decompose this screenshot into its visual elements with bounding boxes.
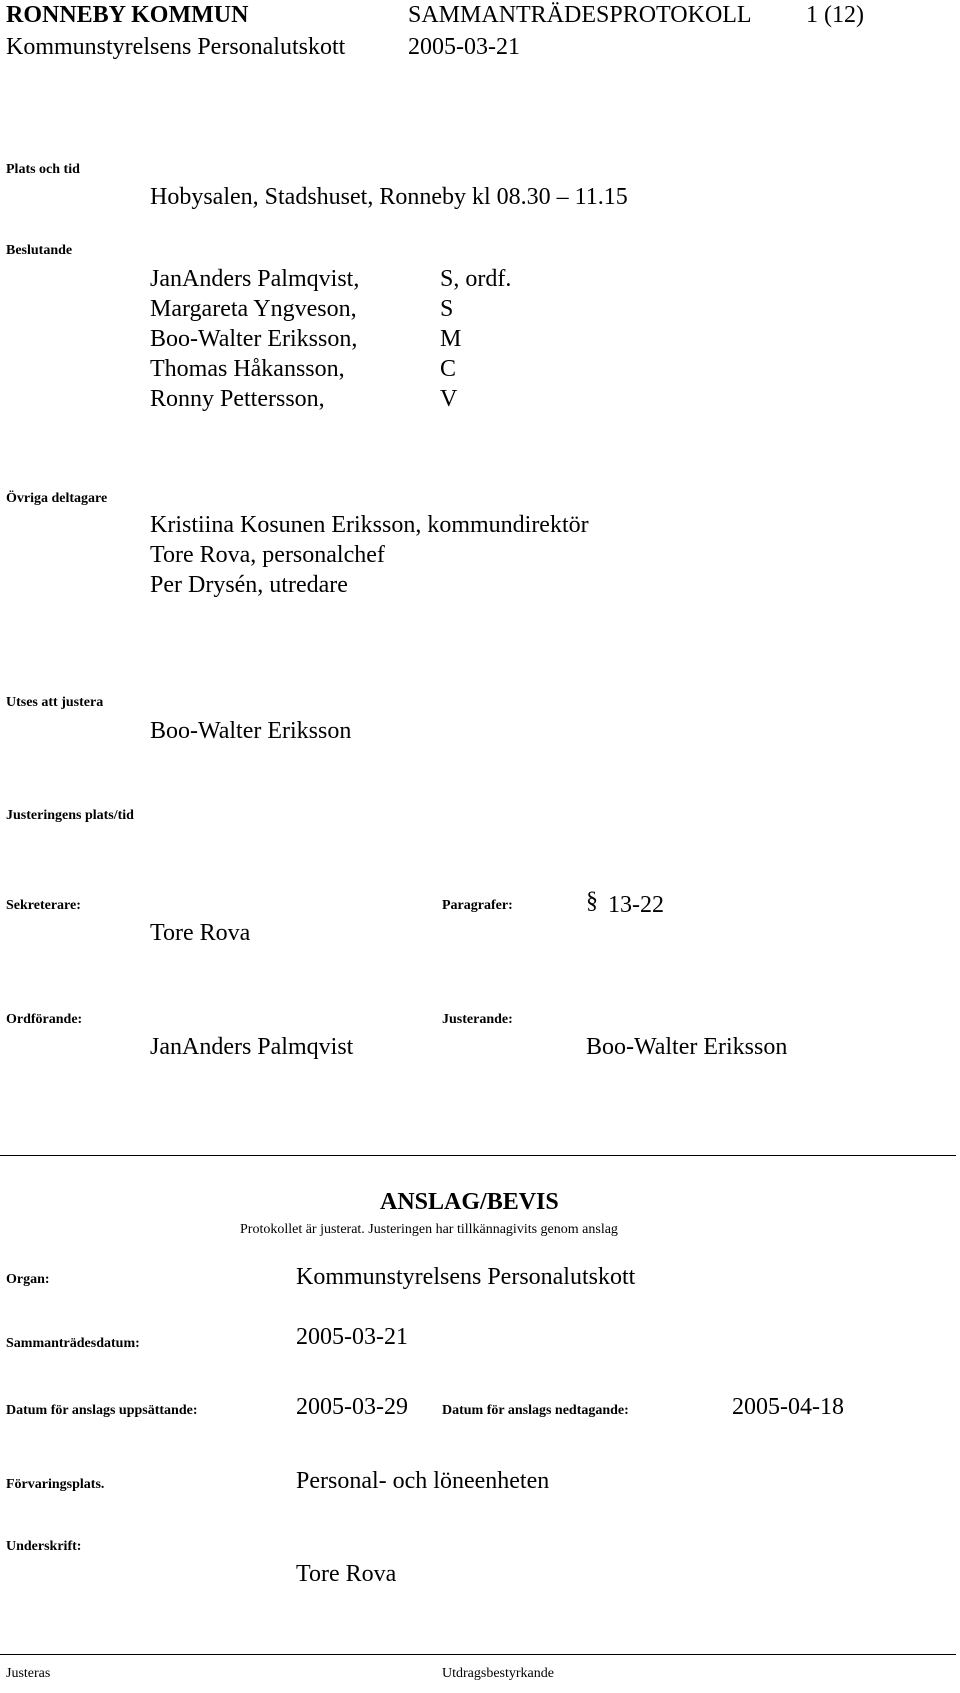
signature-value: Tore Rova: [296, 1561, 397, 1587]
organ-label: Organ:: [6, 1272, 50, 1287]
municipality-name: RONNEBY KOMMUN: [6, 2, 249, 28]
member-name: JanAnders Palmqvist,: [150, 266, 360, 292]
place-time-label: Plats och tid: [6, 162, 80, 177]
adjuster-label: Utses att justera: [6, 695, 104, 710]
adjuster-value: Boo-Walter Eriksson: [150, 718, 352, 744]
participant: Per Drysén, utredare: [150, 572, 348, 598]
meeting-date-value: 2005-03-21: [296, 1324, 408, 1350]
member-name: Thomas Håkansson,: [150, 356, 345, 382]
secretary-name: Tore Rova: [150, 920, 251, 946]
paragraph-symbol: §: [586, 888, 598, 914]
footer-divider: [0, 1654, 956, 1655]
place-time-value: Hobysalen, Stadshuset, Ronneby kl 08.30 – 11.15: [150, 184, 628, 210]
member-name: Ronny Pettersson,: [150, 386, 325, 412]
posted-date-value: 2005-03-29: [296, 1394, 408, 1420]
participant: Tore Rova, personalchef: [150, 542, 385, 568]
secretary-label: Sekreterare:: [6, 898, 81, 913]
notice-subtitle: Protokollet är justerat. Justeringen har tillkännagivits genom anslag: [240, 1222, 618, 1237]
adjust-place-label: Justeringens plats/tid: [6, 808, 134, 823]
member-party: M: [440, 326, 462, 352]
member-name: Boo-Walter Eriksson,: [150, 326, 358, 352]
document-type: SAMMANTRÄDESPROTOKOLL: [408, 2, 752, 28]
member-party: S, ordf.: [440, 266, 512, 292]
chair-label: Ordförande:: [6, 1012, 83, 1027]
deciding-label: Beslutande: [6, 243, 73, 258]
organ-value: Kommunstyrelsens Personalutskott: [296, 1264, 636, 1290]
footer-left: Justeras: [6, 1666, 51, 1681]
posted-date-label: Datum för anslags uppsättande:: [6, 1403, 198, 1418]
participant: Kristiina Kosunen Eriksson, kommundirektör: [150, 512, 589, 538]
paragraphs-value: 13-22: [608, 892, 664, 918]
member-party: V: [440, 386, 458, 412]
committee-name: Kommunstyrelsens Personalutskott: [6, 34, 346, 60]
removed-date-label: Datum för anslags nedtagande:: [442, 1403, 629, 1418]
adjusting-label: Justerande:: [442, 1012, 513, 1027]
footer-right: Utdragsbestyrkande: [442, 1666, 554, 1681]
adjusting-name: Boo-Walter Eriksson: [586, 1034, 788, 1060]
storage-label: Förvaringsplats.: [6, 1477, 105, 1492]
member-party: S: [440, 296, 454, 322]
notice-title: ANSLAG/BEVIS: [380, 1189, 559, 1215]
chair-name: JanAnders Palmqvist: [150, 1034, 354, 1060]
meeting-date: 2005-03-21: [408, 34, 520, 60]
other-participants-label: Övriga deltagare: [6, 491, 108, 506]
member-party: C: [440, 356, 457, 382]
meeting-date-label: Sammanträdesdatum:: [6, 1336, 140, 1351]
member-name: Margareta Yngveson,: [150, 296, 357, 322]
paragraphs-label: Paragrafer:: [442, 898, 513, 913]
storage-value: Personal- och löneenheten: [296, 1468, 550, 1494]
removed-date-value: 2005-04-18: [732, 1394, 844, 1420]
signature-label: Underskrift:: [6, 1539, 82, 1554]
notice-divider: [0, 1155, 956, 1156]
page-number: 1 (12): [806, 2, 864, 28]
